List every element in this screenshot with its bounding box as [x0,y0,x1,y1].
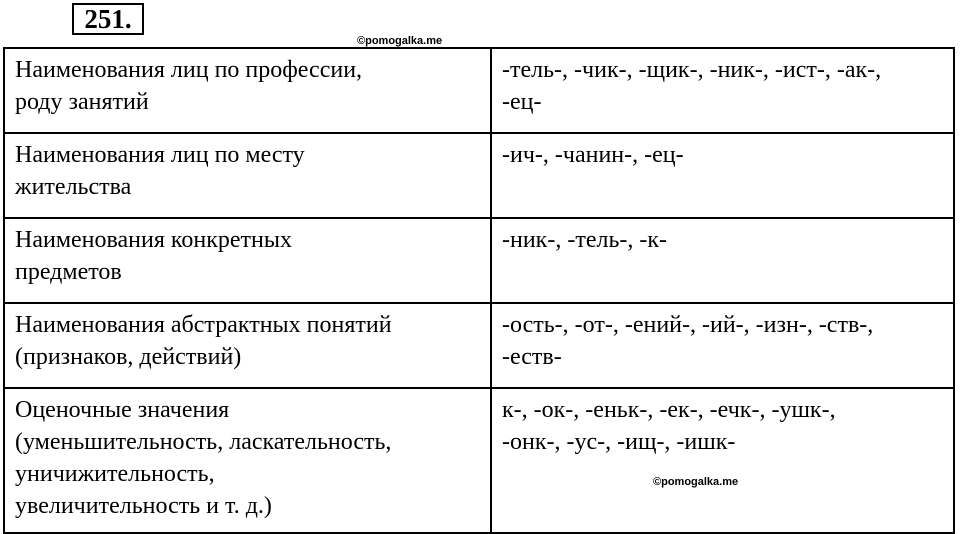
suffix-table [3,47,955,534]
row-label-line: увеличительность и т. д.) [15,493,272,519]
row-label-line: уничижительность, [15,461,215,487]
watermark-top: ©pomogalka.me [357,35,443,47]
row-label-line: Наименования лиц по профессии, [15,57,363,83]
row-label-cell [4,303,491,388]
row-label-line: Оценочные значения [15,397,230,423]
row-value-line: -ник-, -тель-, -к- [502,227,668,253]
row-value-cell [491,303,954,388]
row-label-cell [4,133,491,218]
table-row [4,388,954,533]
table-row [4,48,954,133]
row-label-line: Наименования конкретных [15,227,292,253]
table-row [4,218,954,303]
row-value-line: -еств- [502,344,562,370]
row-value-line: -ич-, -чанин-, -ец- [502,142,684,168]
row-value-cell [491,218,954,303]
row-value-line: -тель-, -чик-, -щик-, -ник-, -ист-, -ак-, [502,57,882,83]
row-label-cell [4,218,491,303]
row-value-line: -онк-, -ус-, -ищ-, -ишк- [502,429,736,455]
row-label-line: Наименования лиц по месту [15,142,305,168]
watermark-bottom: ©pomogalka.me [653,476,739,488]
row-value-cell [491,388,954,533]
table-row [4,303,954,388]
task-number: 251. [72,3,144,35]
row-label-line: (признаков, действий) [15,344,242,370]
row-value-line: -ость-, -от-, -ений-, -ий-, -изн-, -ств-, [502,312,874,338]
row-label-line: Наименования абстрактных понятий [15,312,392,338]
row-label-line: предметов [15,259,122,285]
row-value-line: -ец- [502,89,542,115]
row-value-cell [491,133,954,218]
row-label-cell [4,388,491,533]
row-value-line: к-, -ок-, -еньк-, -ек-, -ечк-, -ушк-, [502,397,836,423]
row-label-line: роду занятий [15,89,149,115]
table-row [4,133,954,218]
row-label-line: (уменьшительность, ласкательность, [15,429,392,455]
row-label-cell [4,48,491,133]
row-value-cell [491,48,954,133]
row-label-line: жительства [15,174,132,200]
